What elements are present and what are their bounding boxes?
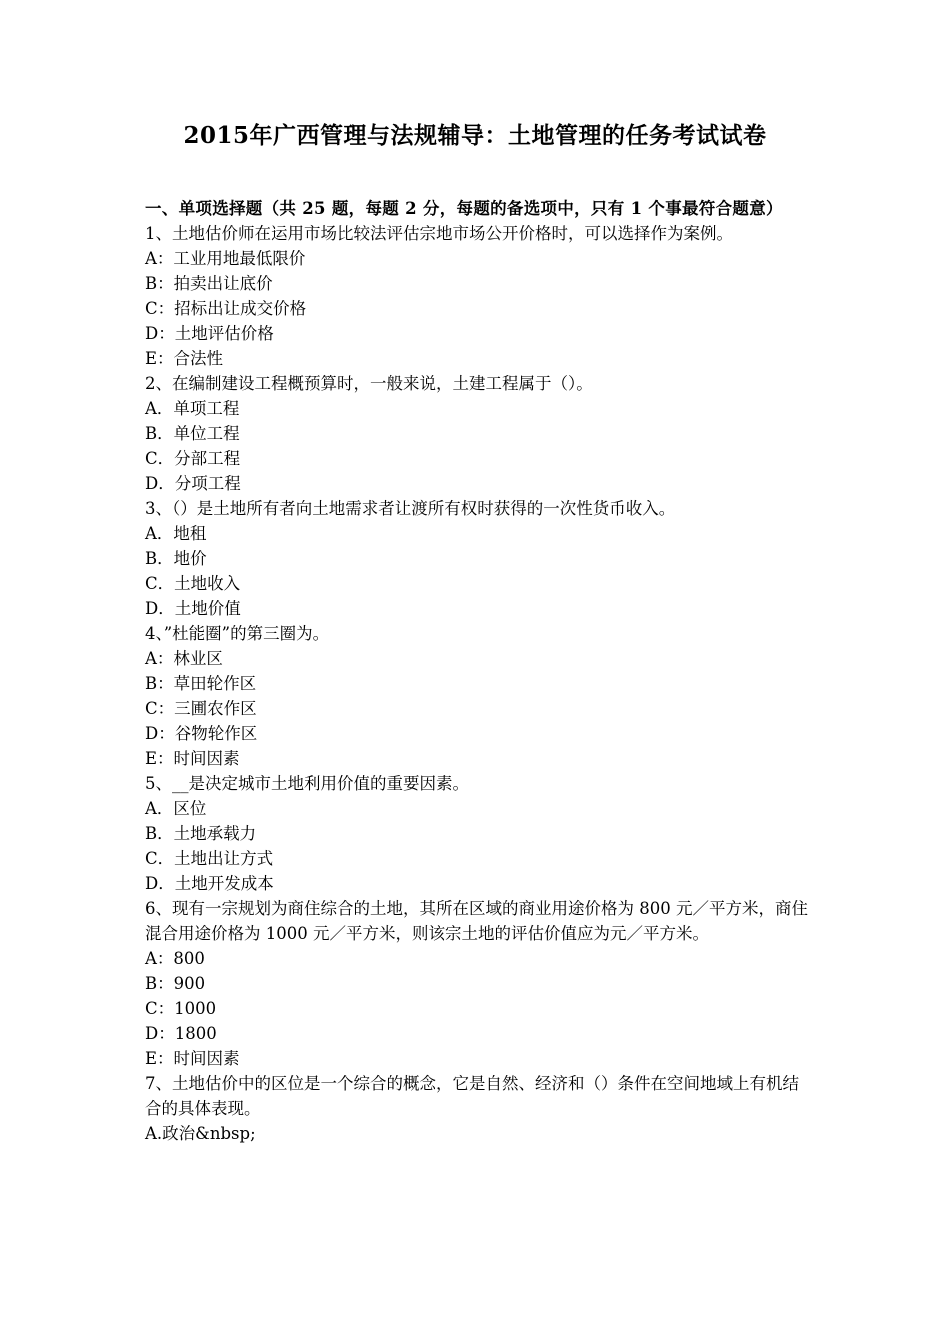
option-d: D．土地价值 — [145, 599, 241, 618]
option-a: A．地租 — [145, 524, 207, 543]
option-b: B：草田轮作区 — [145, 674, 257, 693]
option-c: C：三圃农作区 — [145, 699, 257, 718]
option-a: A：林业区 — [145, 649, 223, 668]
option-e: E：合法性 — [145, 349, 224, 368]
question-7 — [145, 1071, 809, 1146]
option-d: D．土地开发成本 — [145, 874, 274, 893]
question-stem: 1、土地估价师在运用市场比较法评估宗地市场公开价格时，可以选择作为案例。 — [145, 224, 733, 243]
option-b: B．单位工程 — [145, 424, 240, 443]
question-stem: 3、（）是土地所有者向土地需求者让渡所有权时获得的一次性货币收入。 — [145, 499, 676, 518]
option-c: C．土地收入 — [145, 574, 241, 593]
option-c: C．土地出让方式 — [145, 849, 274, 868]
option-a: A．区位 — [145, 799, 207, 818]
option-b: B：900 — [145, 974, 206, 993]
document-title: 2015年广西管理与法规辅导：土地管理的任务考试试卷 — [183, 122, 767, 149]
question-stem: 4、”杜能圈”的第三圈为。 — [145, 624, 330, 643]
option-a: A：工业用地最低限价 — [145, 249, 306, 268]
question-1 — [145, 221, 809, 371]
option-d: D：1800 — [145, 1024, 217, 1043]
option-c: C．分部工程 — [145, 449, 241, 468]
option-a: A．单项工程 — [145, 399, 240, 418]
option-c: C：1000 — [145, 999, 217, 1018]
option-a: A：800 — [145, 949, 205, 968]
question-2 — [145, 371, 809, 496]
option-d: D：土地评估价格 — [145, 324, 274, 343]
document-body — [145, 196, 809, 1146]
question-4 — [145, 621, 809, 771]
section-heading: 一、单项选择题（共 25 题，每题 2 分，每题的备选项中，只有 1 个事最符合题意） — [145, 199, 783, 218]
option-b: B．土地承载力 — [145, 824, 257, 843]
option-d: D：谷物轮作区 — [145, 724, 258, 743]
question-6 — [145, 896, 809, 1071]
option-b: B．地价 — [145, 549, 207, 568]
option-e: E：时间因素 — [145, 749, 240, 768]
option-d: D．分项工程 — [145, 474, 241, 493]
question-stem: 7、土地估价中的区位是一个综合的概念，它是自然、经济和（）条件在空间地域上有机结合的具体表现。 — [145, 1074, 799, 1118]
option-e: E：时间因素 — [145, 1049, 240, 1068]
question-stem: 5、__是决定城市土地利用价值的重要因素。 — [145, 774, 469, 793]
question-stem: 2、在编制建设工程概预算时，一般来说，土建工程属于（）。 — [145, 374, 593, 393]
question-5 — [145, 771, 809, 896]
option-c: C：招标出让成交价格 — [145, 299, 307, 318]
question-stem: 6、现有一宗规划为商住综合的土地，其所在区域的商业用途价格为 800 元／平方米，商住混合用途价格为 1000 元／平方米，则该宗土地的评估价值应为元／平方米。 — [145, 899, 808, 943]
question-3 — [145, 496, 809, 621]
option-b: B：拍卖出让底价 — [145, 274, 273, 293]
option-a: A.政治&nbsp; — [145, 1124, 256, 1143]
